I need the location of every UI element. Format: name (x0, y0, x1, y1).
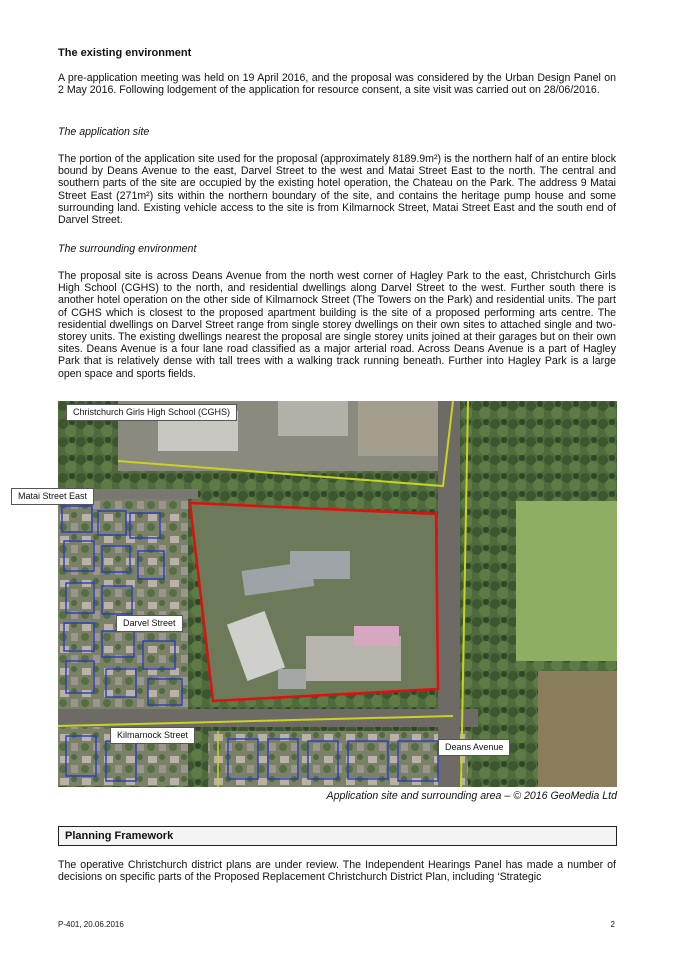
paragraph-planning-framework: The operative Christchurch district plans are under review. The Independent Hearings Panel has made a number of decisions on specific parts of the Proposed Replacement Christchurch District Plan, including ‘Strategic (58, 859, 616, 884)
subheading-surrounding-environment: The surrounding environment (58, 243, 197, 255)
map-label-deans: Deans Avenue (438, 739, 510, 756)
aerial-map (58, 401, 617, 787)
paragraph-pre-application: A pre-application meeting was held on 19 April 2016, and the proposal was considered by the Urban Design Panel on 2 May 2016. Following lodgement of the application for resource consent, a site visit was carried out on 28/06/2016. (58, 72, 616, 97)
subheading-application-site: The application site (58, 126, 150, 138)
planning-framework-heading: Planning Framework (65, 830, 174, 842)
paragraph-application-site: The portion of the application site used for the proposal (approximately 8189.9m²) is the northern half of an entire block bound by Deans Avenue to the east, Darvel Street to the west and Matai Street East to the north. The central and southern parts of the site are occupied by the existing hotel operation, the Chateau on the Park. The address 9 Matai Street East (271m²) sits within the northern boundary of the site, and contains the heritage pump house and some surrounding land. Existing vehicle access to the site is from Kilmarnock Street, Matai Street East and the south end of Darvel Street. (58, 153, 616, 227)
heading-existing-environment: The existing environment (58, 47, 192, 59)
page-number: 2 (610, 920, 615, 929)
map-caption: Application site and surrounding area – © 2016 GeoMedia Ltd (326, 790, 617, 802)
planning-framework-heading-box (58, 826, 617, 846)
map-label-cghs: Christchurch Girls High School (CGHS) (66, 404, 237, 421)
map-label-matai: Matai Street East (11, 488, 94, 505)
map-label-kilmarnock: Kilmarnock Street (110, 727, 195, 744)
paragraph-surrounding-environment: The proposal site is across Deans Avenue from the north west corner of Hagley Park to the east, Christchurch Girls High School (CGHS) to the north, and residential dwellings along Darvel Street to the west. Further south there is another hotel operation on the other side of Kilmarnock Street (The Towers on the Park) and residential units. The part of CGHS which is closest to the proposed apartment building is the site of a proposed performing arts centre. The residential dwellings on Darvel Street range from single storey dwellings on their own sites to attached single and two-storey units. The existing dwellings nearest the proposal are single storey units joined at their garages but on their own sites. Deans Avenue is a four lane road classified as a major arterial road. Across Deans Avenue is a part of Hagley Park that is relatively dense with tall trees with a walking track running beneath. Further into Hagley Park is a large open space and sports fields. (58, 270, 616, 380)
footer-reference: P-401, 20.06.2016 (58, 920, 124, 929)
map-label-darvel: Darvel Street (116, 615, 183, 632)
